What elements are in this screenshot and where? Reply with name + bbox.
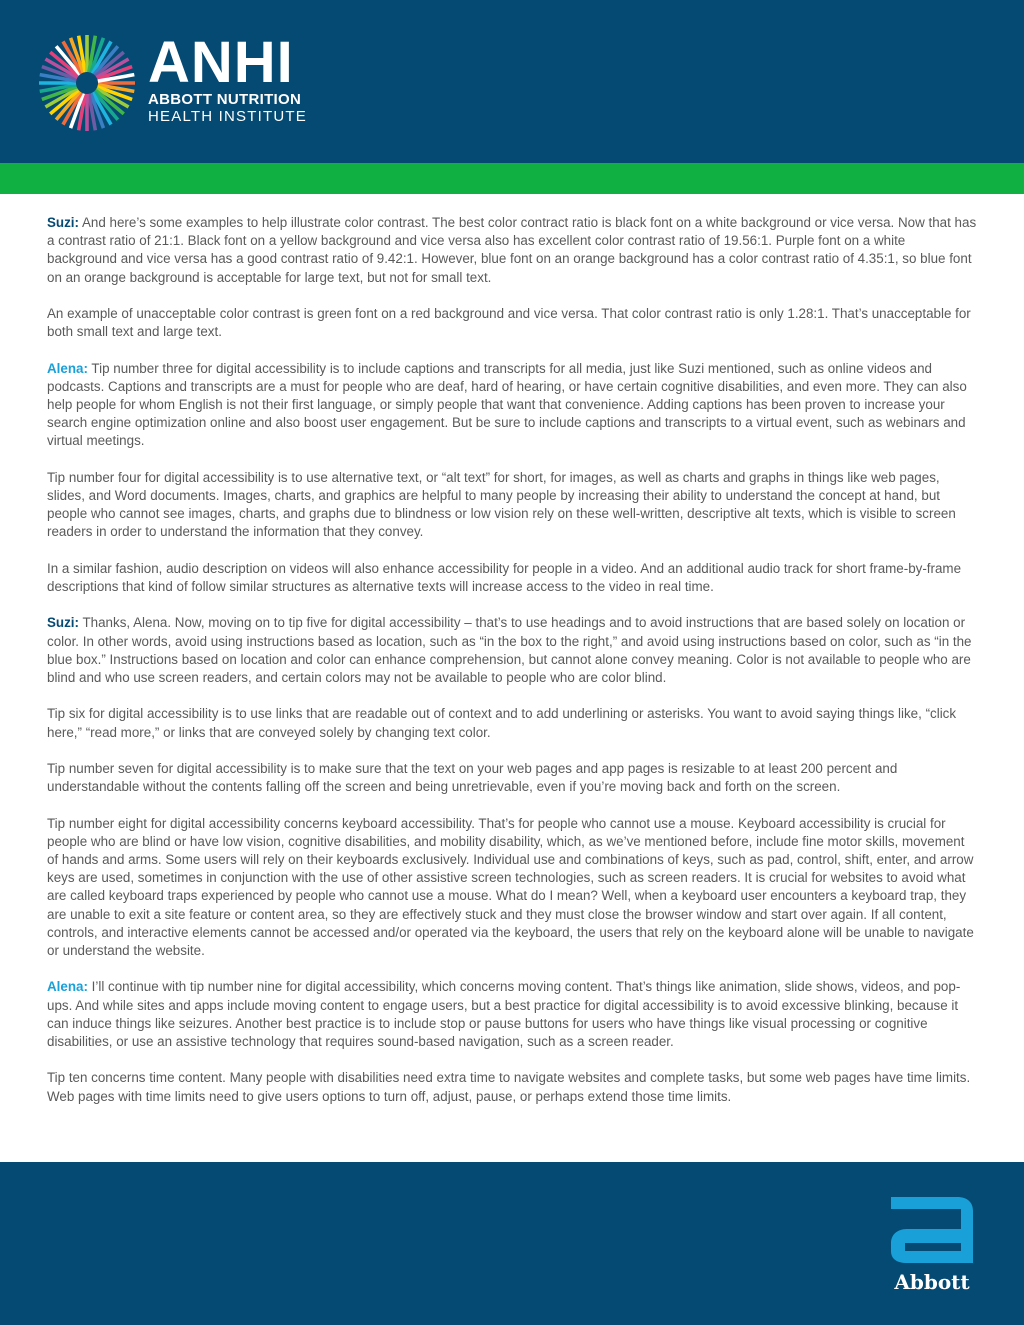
paragraph-text: Tip six for digital accessibility is to use links that are readable out of context and to add underlining or asterisks. You want to avoid saying things like, “click here,” “read more,” or links that are conveyed solely by changing text color. [47,706,957,740]
paragraph-text: And here’s some examples to help illustrate color contrast. The best color contract ratio is black font on a white background or vice versa. Now that has a contrast ratio of 21:1. Black font on a yellow background and vice versa also has excellent color contrast ratio of 19.56:1. Purple font on a white background and vice versa has a good contrast ratio of 9.42:1. However, blue font on an orange background has a color contrast ratio of 4.35:1, so blue font on an orange background is acceptable for large text, but not for small text. [47,215,977,285]
paragraph [47,1069,977,1105]
paragraph [47,560,977,596]
paragraph-text: Tip ten concerns time content. Many people with disabilities need extra time to navigate websites and complete tasks, but some web pages have time limits. Web pages with time limits need to give users options to turn off, adjust, pause, or perhaps extend those time limits. [47,1070,971,1104]
paragraph-text: Tip number seven for digital accessibility is to make sure that the text on your web pages and app pages is resizable to at least 200 percent and understandable without the contents falling off the screen and being unretrievable, even if you’re moving back and forth on the screen. [47,760,898,795]
paragraph [47,705,977,741]
paragraph-text: Tip number three for digital accessibility is to include captions and transcripts for all media, just like Suzi mentioned, such as online videos and podcasts. Captions and transcripts are a must for people who are deaf, hard of hearing, or have certain cognitive disabilities, and even more. They can also help people for whom English is not their first language, or simply people that want that convenience. Adding captions has been proven to increase your search engine optimization online and also boost user engagement. But be sure to include captions and transcripts to a virtual event, such as webinars and virtual meetings. [47,360,967,449]
paragraph [47,614,977,687]
page-footer [0,1162,1024,1325]
anhi-starburst-icon [37,33,137,133]
paragraph-text: I’ll continue with tip number nine for digital accessibility, which concerns moving content. That’s things like animation, slide shows, videos, and pop-ups. And while sites and apps include moving content to engage users, but a best practice for digital accessibility is to avoid excessive blinking, because it can induce things like seizures. Another best practice is to include stop or pause buttons for users who have things like visual processing or cognitive disabilities, or use an assistive technology that requires sound-based navigation, such as a screen reader. [47,979,961,1049]
speaker-label: Suzi: [47,615,79,631]
brand-line-2: HEALTH INSTITUTE [148,108,307,125]
paragraph-text: An example of unacceptable color contrast is green font on a red background and vice versa. That color contrast ratio is only 1.28:1. That’s unacceptable for both small text and large text. [47,306,971,340]
speaker-label: Alena: [47,979,88,995]
speaker-label: Alena: [47,360,88,376]
paragraph [47,760,977,796]
abbott-logo-text: Abbott [894,1270,970,1294]
paragraph [47,305,977,341]
paragraph-text: Tip number eight for digital accessibility concerns keyboard accessibility. That’s for people who cannot use a mouse. Keyboard accessibility is crucial for people who are blind or have low vision, cognitive disabilities, and mobility disability, which, as we’ve mentioned before, include fine motor skills, movement of hands and arms. Some users will rely on their keyboards exclusively. Individual use and combinations of keys, such as pad, control, shift, enter, and arrow keys are used, sometimes in conjunction with the use of other assistive screen technologies, such as screen readers. It is crucial for websites to avoid what are called keyboard traps experienced by people who cannot use a mouse. What do I mean? Well, when a keyboard user encounters a keyboard trap, they are unable to exit a site feature or content area, so they are effectively stuck and they must close the browser window and start over again. If all content, controls, and interactive elements cannot be accessed and/or operated via the keyboard, the users that rely on the keyboard alone will be unable to navigate or understand the website. [47,815,974,958]
paragraph [47,360,977,451]
paragraph [47,815,977,961]
speaker-label: Suzi: [47,215,79,230]
abbott-a-icon [891,1197,973,1263]
paragraph [47,469,977,542]
paragraph-text: In a similar fashion, audio description on videos will also enhance accessibility for people in a video. And an additional audio track for short frame-by-frame descriptions that kind of follow similar structures as alternative texts will increase access to the video in real time. [47,560,962,594]
transcript-body [47,214,977,1124]
brand-line-1: ABBOTT NUTRITION [148,91,302,108]
brand-name: ANHI [148,30,294,95]
accent-band [0,163,1024,194]
paragraph-text: Thanks, Alena. Now, moving on to tip five for digital accessibility – that’s to use headings and to avoid instructions that are based solely on location or color. In other words, avoid using instructions based as location, such as “in the box to the right,” and avoid using instructions based on color, such as “in the blue box.” Instructions based on location and color can enhance comprehension, but cannot alone convey meaning. Color is not available to people who are blind and who use screen readers, and certain colors may not be available to people who are color blind. [47,615,972,685]
paragraph [47,214,977,287]
paragraph [47,978,977,1051]
page-header [0,0,1024,163]
paragraph-text: Tip number four for digital accessibility is to use alternative text, or “alt text” for short, for images, as well as charts and graphs in things like web pages, slides, and Word documents. Images, charts, and graphics are helpful to many people by increasing their ability to understand the concept at hand, but people who cannot see images, charts, and graphs due to blindness or low vision rely on these well-written, descriptive alt texts, which is visible to screen readers in order to understand the information that they convey. [47,469,956,540]
